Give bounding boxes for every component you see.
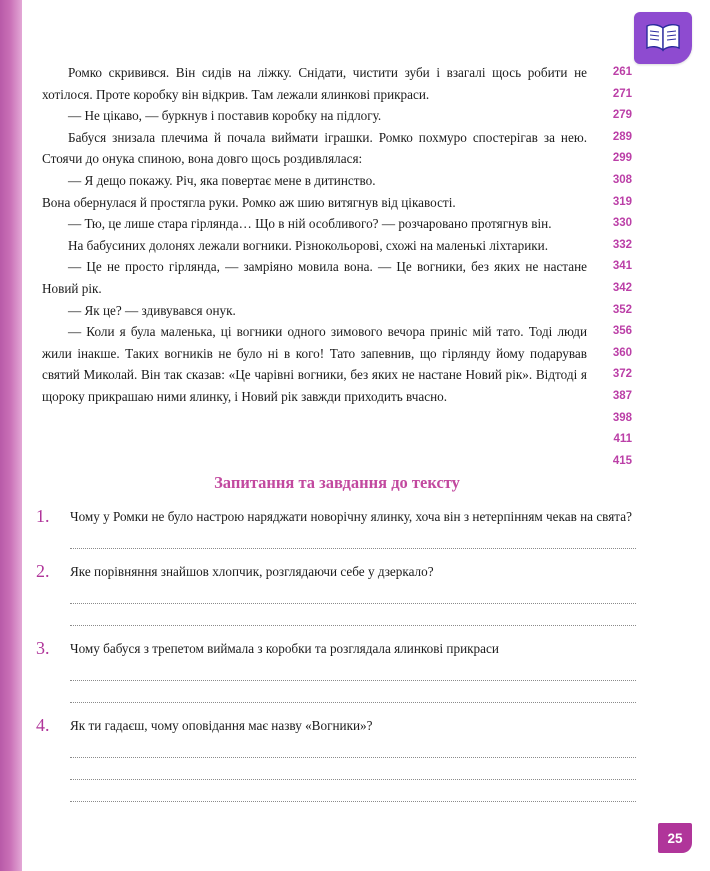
decorative-left-band: [0, 0, 22, 871]
line-number: 415: [612, 454, 632, 467]
line-number: 289: [612, 130, 632, 143]
line-number: 342: [612, 281, 632, 294]
line-number: 372: [612, 368, 632, 381]
paragraph: — Тю, це лише стара гірлянда… Що в ній особливого? — розчаровано протягнув він.: [68, 216, 552, 232]
paragraph: — Це не просто гірлянда, — замріяно мовила вона. — Це вогники, без яких не настане Новий рік.: [42, 259, 587, 296]
line-number: 332: [612, 238, 632, 251]
line-number: 308: [612, 173, 632, 186]
paragraph: — Не цікаво, — буркнув і поставив коробку на підлогу.: [68, 108, 382, 124]
paragraph: — Я дещо покажу. Річ, яка повертає мене в дитинство.: [68, 172, 376, 188]
line-number: 398: [612, 411, 632, 424]
paragraph: Ромко скривився. Він сидів на ліжку. Снідати, чистити зуби і взагалі щось робити не хотілося. Проте коробку він відкрив. Там лежали ялинкові прикраси.: [42, 65, 587, 102]
question-text: Чому бабуся з трепетом виймала з коробки та розглядала ялинкові прикраси: [70, 641, 499, 656]
line-number: 360: [612, 346, 632, 359]
line-number: 319: [612, 195, 632, 208]
answer-line[interactable]: [70, 758, 636, 780]
answer-line[interactable]: [70, 736, 636, 758]
question-item: [36, 506, 636, 549]
paragraph: — Як це? — здивувався онук.: [68, 302, 236, 318]
answer-line[interactable]: [70, 681, 636, 703]
open-book-icon: [634, 12, 692, 64]
question-text: Як ти гадаєш, чому оповідання має назву «Вогники»?: [70, 718, 373, 733]
line-number-gutter: [596, 62, 632, 472]
paragraph: Вона обернулася й простягла руки. Ромко аж шию витягнув від цікавості.: [42, 194, 456, 210]
answer-line[interactable]: [70, 527, 636, 549]
question-number: 1.: [36, 506, 50, 526]
line-number: 411: [613, 433, 632, 446]
question-text: Яке порівняння знайшов хлопчик, розглядаючи себе у дзеркало?: [70, 564, 434, 579]
line-number: 387: [612, 389, 632, 402]
question-number: 3.: [36, 638, 50, 658]
line-number: 261: [612, 66, 632, 78]
questions-list: [36, 506, 636, 806]
paragraph: — Коли я була маленька, ці вогники одного зимового вечора приніс мій тато. Тоді люди жили інакше. Таких вогників не було ні в кого! Тато запевнив, що гірлянду йому подарував святий Миколай. Він так сказав: «Це чарівні вогники, без яких не настане Новий рік». Відтоді я щороку прикрашаю ними ялинку, і Новий рік завжди приходить вчасно.: [42, 324, 587, 404]
line-number: 330: [612, 217, 632, 230]
line-number: 271: [612, 87, 632, 100]
page-number: 25: [658, 823, 692, 853]
line-number: 299: [612, 152, 632, 165]
story-text: [42, 62, 632, 408]
paragraph: Бабуся знизала плечима й почала виймати іграшки. Ромко похмуро спостерігав за нею. Стоячи до онука спиною, вона довго щось роздивлялася:: [42, 129, 587, 167]
line-number: 341: [612, 260, 632, 273]
answer-line[interactable]: [70, 604, 636, 626]
answer-line[interactable]: [70, 582, 636, 604]
answer-line[interactable]: [70, 659, 636, 681]
line-number: 279: [612, 109, 632, 122]
question-item: [36, 715, 636, 802]
question-number: 4.: [36, 715, 50, 735]
section-heading: Запитання та завдання до тексту: [214, 473, 460, 492]
line-number: 356: [612, 325, 632, 338]
question-text: Чому у Ромки не було настрою наряджати новорічну ялинку, хоча він з нетерпінням чекав на свята?: [70, 509, 632, 524]
question-item: [36, 561, 636, 626]
paragraph: На бабусиних долонях лежали вогники. Різнокольорові, схожі на маленькі ліхтарики.: [68, 237, 549, 253]
answer-line[interactable]: [70, 780, 636, 802]
line-number: 352: [612, 303, 632, 316]
question-number: 2.: [36, 561, 50, 581]
question-item: [36, 638, 636, 703]
